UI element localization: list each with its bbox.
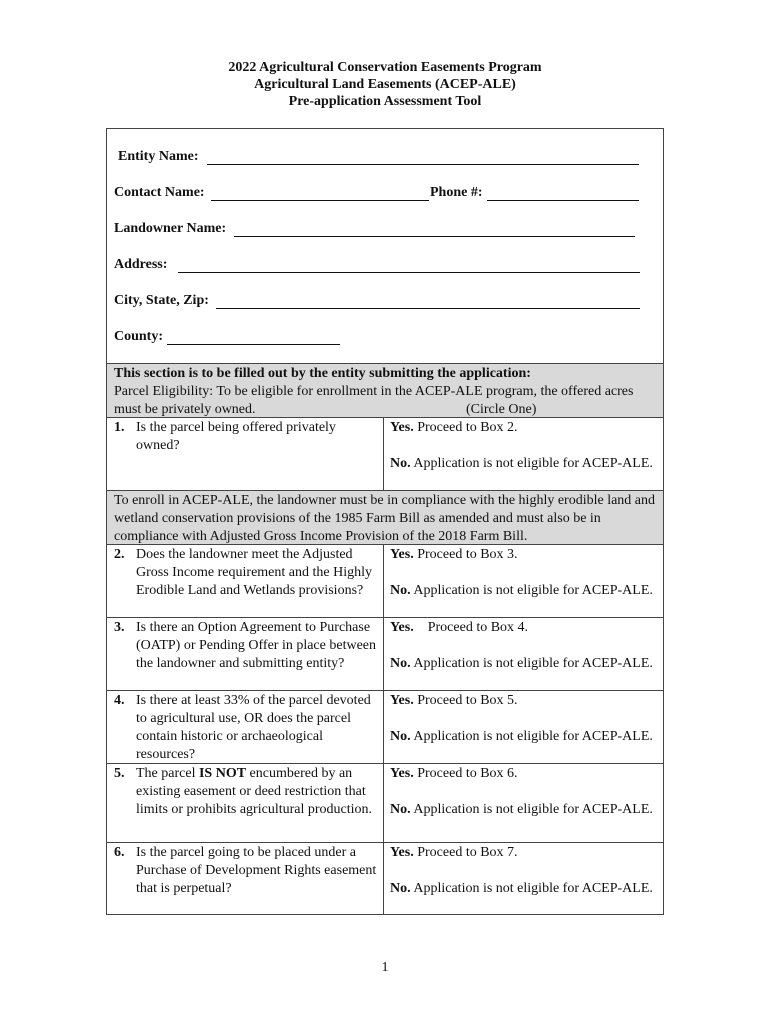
no-label: No.	[390, 729, 411, 744]
no-option[interactable]	[390, 655, 657, 673]
not-eligible-text: Application is not eligible for ACEP-ALE.	[413, 456, 653, 471]
proceed-text: Proceed to Box 4.	[427, 620, 529, 635]
phone-label: Phone #:	[430, 185, 483, 200]
proceed-text: Proceed to Box 3.	[417, 547, 518, 562]
no-option[interactable]	[390, 455, 657, 473]
not-eligible-text: Application is not eligible for ACEP-ALE.	[413, 881, 653, 896]
question-cell	[107, 418, 384, 490]
not-eligible-text: Application is not eligible for ACEP-ALE.	[413, 583, 653, 598]
question-number: 4.	[114, 693, 125, 708]
no-label: No.	[390, 802, 411, 817]
question-text-pre: The parcel	[136, 766, 196, 781]
answer-cell	[384, 764, 663, 842]
yes-option[interactable]	[390, 844, 657, 862]
no-option[interactable]	[390, 582, 657, 600]
question-row-4	[107, 690, 663, 763]
question-row-5	[107, 763, 663, 842]
no-label: No.	[390, 881, 411, 896]
question-text-post: encumbered by an existing easement or deed restriction that limits or prohibits agricultural production.	[136, 766, 373, 817]
question-number: 1.	[114, 420, 125, 435]
yes-option[interactable]	[390, 419, 657, 437]
proceed-text: Proceed to Box 2.	[417, 420, 518, 435]
compliance-section	[107, 490, 663, 544]
program-title: 2022 Agricultural Conservation Easements Program	[228, 60, 542, 75]
tool-title: Pre-application Assessment Tool	[288, 94, 482, 109]
no-option[interactable]	[390, 880, 657, 898]
proceed-text: Proceed to Box 7.	[417, 845, 518, 860]
yes-label: Yes.	[390, 620, 414, 635]
question-text: Is there an Option Agreement to Purchase (OATP) or Pending Offer in place between the landowner and submitting entity?	[136, 620, 377, 671]
city-state-zip-label: City, State, Zip:	[114, 293, 209, 308]
not-eligible-text: Application is not eligible for ACEP-ALE.	[413, 656, 653, 671]
question-number: 2.	[114, 547, 125, 562]
answer-cell	[384, 691, 663, 763]
landowner-name-field[interactable]	[234, 236, 635, 237]
answer-cell	[384, 418, 663, 490]
no-label: No.	[390, 656, 411, 671]
address-field[interactable]	[178, 272, 640, 273]
yes-option[interactable]	[390, 546, 657, 564]
answer-cell	[384, 545, 663, 617]
question-cell	[107, 764, 384, 842]
proceed-text: Proceed to Box 6.	[417, 766, 518, 781]
question-row-1	[107, 417, 663, 490]
yes-label: Yes.	[390, 420, 414, 435]
page-number: 1	[381, 960, 389, 975]
yes-option[interactable]	[390, 619, 657, 637]
question-number: 5.	[114, 766, 125, 781]
question-text: Is there at least 33% of the parcel devoted to agricultural use, OR does the parcel contain historic or archaeological resources?	[136, 693, 371, 762]
answer-cell	[384, 843, 663, 914]
question-number: 3.	[114, 620, 125, 635]
question-cell	[107, 545, 384, 617]
no-option[interactable]	[390, 801, 657, 819]
county-label: County:	[114, 329, 164, 344]
not-eligible-text: Application is not eligible for ACEP-ALE.	[413, 729, 653, 744]
compliance-text: To enroll in ACEP-ALE, the landowner must be in compliance with the highly erodible land and wetland conservation provisions of the 1985 Farm Bill as amended and must also be in compliance with Adjusted Gross Income Provision of the 2018 Farm Bill.	[114, 493, 656, 544]
section-text-wrap	[114, 383, 656, 419]
entity-name-label: Entity Name:	[118, 149, 199, 164]
yes-label: Yes.	[390, 766, 414, 781]
yes-option[interactable]	[390, 692, 657, 710]
yes-option[interactable]	[390, 765, 657, 783]
contact-name-label: Contact Name:	[114, 185, 205, 200]
landowner-name-label: Landowner Name:	[114, 221, 227, 236]
document-header	[0, 59, 770, 110]
question-text: Does the landowner meet the Adjusted Gross Income requirement and the Highly Erodible Land and Wetlands provisions?	[136, 547, 372, 598]
question-row-3	[107, 617, 663, 690]
question-cell	[107, 618, 384, 690]
program-subtitle: Agricultural Land Easements (ACEP-ALE)	[254, 77, 516, 92]
answer-cell	[384, 618, 663, 690]
not-eligible-text: Application is not eligible for ACEP-ALE.	[413, 802, 653, 817]
city-state-zip-field[interactable]	[216, 308, 640, 309]
question-text-emphasis: IS NOT	[198, 766, 247, 781]
no-option[interactable]	[390, 728, 657, 746]
proceed-text: Proceed to Box 5.	[417, 693, 518, 708]
question-row-2	[107, 544, 663, 617]
circle-one-note: (Circle One)	[466, 402, 537, 417]
yes-label: Yes.	[390, 547, 414, 562]
address-label: Address:	[114, 257, 168, 272]
question-cell	[107, 843, 384, 914]
parcel-eligibility-text: Parcel Eligibility: To be eligible for enrollment in the ACEP-ALE program, the offered acres must be privately owned.	[114, 384, 634, 417]
yes-label: Yes.	[390, 693, 414, 708]
question-row-6	[107, 842, 663, 914]
question-text	[136, 765, 378, 842]
county-field[interactable]	[167, 344, 340, 345]
yes-label: Yes.	[390, 845, 414, 860]
assessment-form	[106, 128, 664, 915]
contact-name-field[interactable]	[211, 200, 429, 201]
question-text: Is the parcel being offered privately owned?	[136, 420, 336, 453]
question-text: Is the parcel going to be placed under a Purchase of Development Rights easement that is perpetual?	[136, 845, 377, 896]
question-number: 6.	[114, 845, 125, 860]
no-label: No.	[390, 583, 411, 598]
contact-section	[107, 129, 663, 363]
no-label: No.	[390, 456, 411, 471]
phone-field[interactable]	[487, 200, 639, 201]
entity-name-field[interactable]	[207, 164, 639, 165]
section-heading: This section is to be filled out by the entity submitting the application:	[114, 366, 531, 381]
question-cell	[107, 691, 384, 763]
parcel-eligibility-section	[107, 363, 663, 417]
